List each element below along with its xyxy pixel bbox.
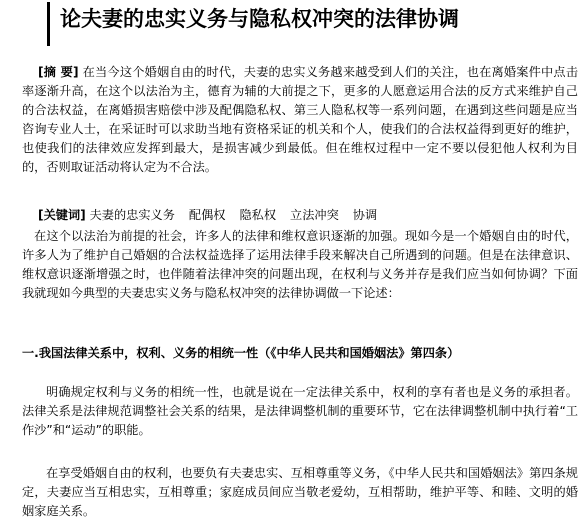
keyword-item: 配偶权: [188, 208, 226, 222]
section-paragraph: 在享受婚姻自由的权利，也要负有夫妻忠实、互相尊重等义务，《中华人民共和国婚姻法》第四条规定，夫妻应当互相忠实，互相尊重；家庭成员间应当敬老爱幼，互相帮助，维护平等、和睦、文明的婚姻家庭关系。: [22, 466, 578, 518]
keywords-line: [22, 206, 578, 225]
keywords-label: [关键词]: [38, 208, 86, 222]
section-heading: 一.我国法律关系中，权利、义务的相统一性（《中华人民共和国婚姻法》第四条）: [22, 346, 460, 360]
keyword-item: 隐私权: [239, 208, 277, 222]
abstract-label: [摘 要]: [38, 65, 79, 79]
abstract-text: 在当今这个婚姻自由的时代，夫妻的忠实义务越来越受到人们的关注，也在离婚案件中点击率逐渐升高，在这个以法治为主，德育为辅的大前提之下，更多的人愿意运用合法的反方式来维护自己的合法权益，在离婚损害赔偿中涉及配偶隐私权、第三人隐私权等一系列问题，在遇到这些问题是应当咨询专业人士，在采证时可以求助当地有资格采证的机关和个人，使我们的合法权益得到更好的维护，也使我们的法律效应发挥到最大，是损害减少到最低。但在维权过程中一定不要以侵犯他人权利为目的，否则取证活动将认定为不合法。: [22, 65, 579, 174]
keyword-item: 立法冲突: [290, 208, 339, 222]
document-title: 论夫妻的忠实义务与隐私权冲突的法律协调: [60, 6, 459, 31]
section-paragraph: 明确规定权利与义务的相统一性，也就是说在一定法律关系中，权利的享有者也是义务的承担者。法律关系是法律规范调整社会关系的结果，是法律调整机制的重要环节，它在法律调整机制中执行着“工作沙”和“运动”的职能。: [22, 385, 578, 437]
intro-paragraph: 在这个以法治为前提的社会，许多人的法律和维权意识逐渐的加强。现如今是一个婚姻自由的时代，许多人为了维护自己婚姻的合法权益选择了运用法律手段来解决自己所遇到的问题。但是在法律意识、维权意识逐渐增强之时，也伴随着法律冲突的问题出现，在权利与义务并存是我们应当如何协调？下面我就现如今典型的夫妻忠实义务与隐私权冲突的法律协调做一下论述：: [22, 229, 578, 300]
title-block: [47, 2, 580, 46]
keyword-item: 协调: [352, 208, 378, 222]
abstract-paragraph: [22, 63, 578, 177]
keyword-item: 夫妻的忠实义务: [89, 208, 175, 222]
